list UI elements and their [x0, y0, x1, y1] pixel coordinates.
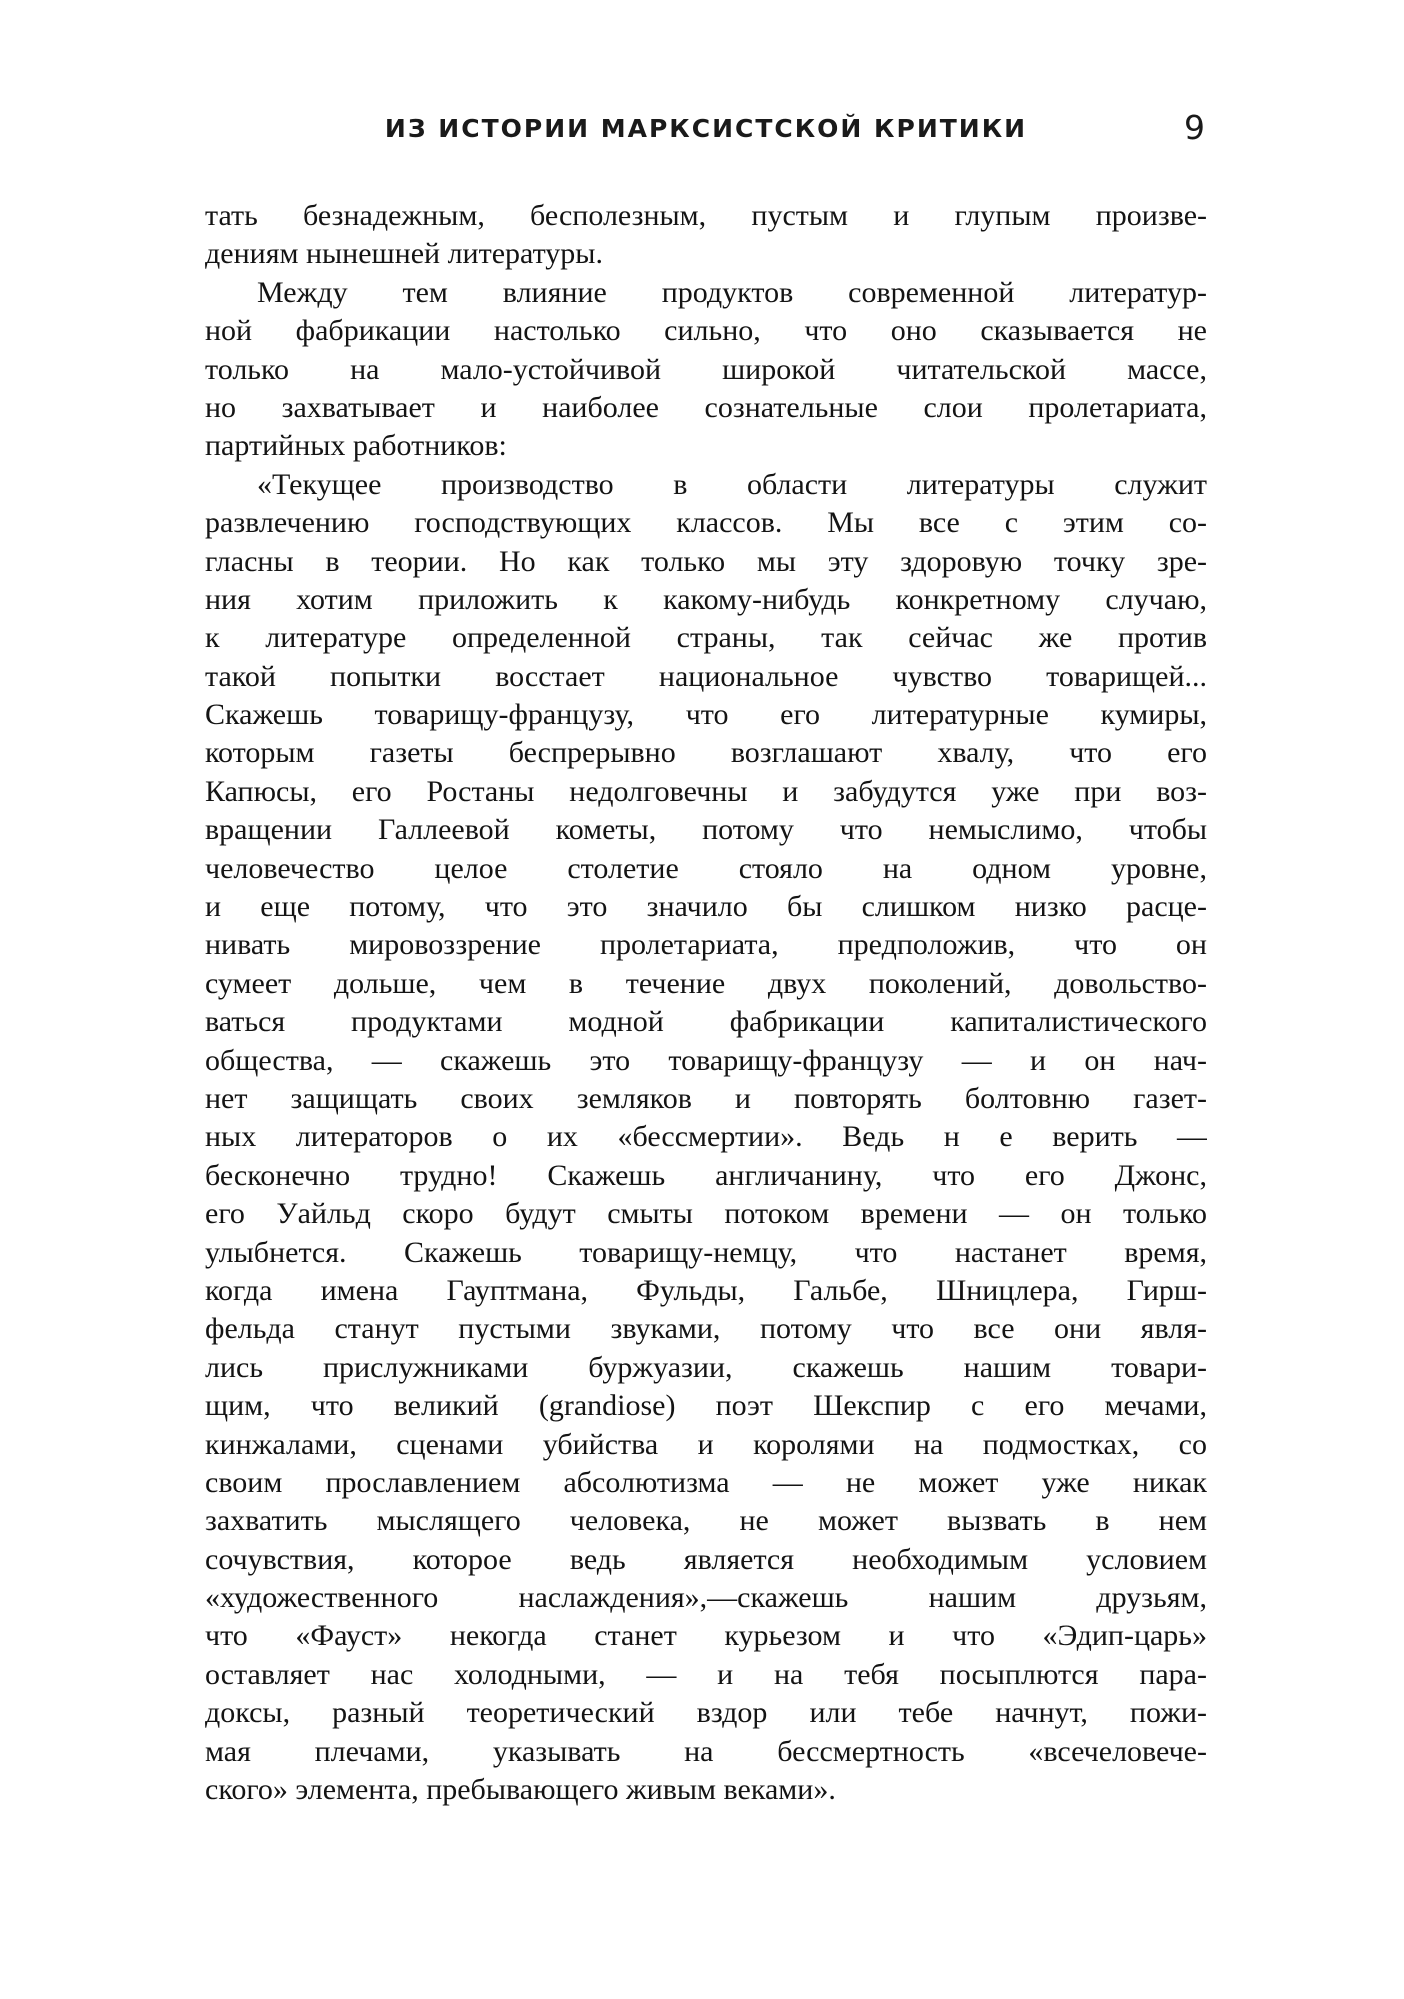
text-line: нивать мировоззрение пролетариата, предположив, что он: [205, 928, 1207, 962]
paragraph: [205, 274, 1207, 466]
text-line: гласны в теории. Но как только мы эту здоровую точку зре-: [205, 544, 1207, 578]
text-line: общества, — скажешь это товарищу-французу — и он нач-: [205, 1043, 1207, 1077]
text-line: «художественного наслаждения»,—скажешь нашим друзьям,: [205, 1581, 1207, 1615]
paragraph: [205, 466, 1207, 1810]
text-line: ной фабрикации настолько сильно, что оно сказывается не: [205, 314, 1207, 348]
text-line: мая плечами, указывать на бессмертность «всечеловече-: [205, 1734, 1207, 1768]
text-line: улыбнется. Скажешь товарищу-немцу, что настанет время,: [205, 1235, 1207, 1269]
text-line: такой попытки восстает национальное чувство товарищей...: [205, 659, 1207, 693]
body-text: [205, 197, 1207, 1809]
text-line: кинжалами, сценами убийства и королями на подмостках, со: [205, 1427, 1207, 1461]
text-line: доксы, разный теоретический вздор или тебе начнут, пожи-: [205, 1696, 1207, 1730]
text-line: к литературе определенной страны, так сейчас же против: [205, 621, 1207, 655]
text-line: Между тем влияние продуктов современной литератур-: [257, 275, 1207, 309]
text-line: что «Фауст» некогда станет курьезом и что «Эдип-царь»: [205, 1619, 1207, 1653]
text-line: когда имена Гауптмана, Фульды, Гальбе, Шницлера, Гирш-: [205, 1273, 1207, 1307]
text-line: только на мало-устойчивой широкой читательской массе,: [205, 352, 1207, 386]
text-line: дениям нынешней литературы.: [205, 237, 603, 271]
text-line: человечество целое столетие стояло на одном уровне,: [205, 851, 1207, 885]
text-line: своим прославлением абсолютизма — не может уже никак: [205, 1465, 1207, 1499]
text-line: Капюсы, его Ростаны недолговечны и забудутся уже при воз-: [205, 774, 1207, 808]
text-line: ского» элемента, пребывающего живым веками».: [205, 1773, 836, 1807]
text-line: сочувствия, которое ведь является необходимым условием: [205, 1542, 1207, 1576]
text-line: щим, что великий (grandiose) поэт Шекспир с его мечами,: [205, 1389, 1207, 1423]
text-line: и еще потому, что это значило бы слишком низко расце-: [205, 890, 1207, 924]
text-line: оставляет нас холодными, — и на тебя посыплются пара-: [205, 1657, 1207, 1691]
text-line: лись прислужниками буржуазии, скажешь нашим товари-: [205, 1350, 1207, 1384]
text-line: ных литераторов о их «бессмертии». Ведь н е верить —: [205, 1120, 1207, 1154]
text-line: тать безнадежным, бесполезным, пустым и глупым произве-: [205, 199, 1207, 232]
text-line: которым газеты беспрерывно возглашают хвалу, что его: [205, 736, 1207, 770]
text-line: захватить мыслящего человека, не может вызвать в нем: [205, 1504, 1207, 1538]
page-number: 9: [1184, 108, 1205, 147]
text-line: бесконечно трудно! Скажешь англичанину, что его Джонс,: [205, 1158, 1207, 1192]
text-line: но захватывает и наиболее сознательные слои пролетариата,: [205, 390, 1207, 424]
text-line: партийных работников:: [205, 429, 507, 463]
text-line: фельда станут пустыми звуками, потому что все они явля-: [205, 1312, 1207, 1346]
text-line: «Текущее производство в области литературы служит: [257, 467, 1207, 501]
text-line: его Уайльд скоро будут смыты потоком времени — он только: [205, 1197, 1207, 1231]
text-line: ния хотим приложить к какому-нибудь конкретному случаю,: [205, 582, 1207, 616]
text-line: Скажешь товарищу-французу, что его литературные кумиры,: [205, 698, 1207, 732]
text-line: сумеет дольше, чем в течение двух поколений, довольство-: [205, 966, 1207, 1000]
text-line: нет защищать своих земляков и повторять болтовню газет-: [205, 1081, 1207, 1115]
text-line: ваться продуктами модной фабрикации капиталистического: [205, 1005, 1207, 1039]
text-line: развлечению господствующих классов. Мы все с этим со-: [205, 506, 1207, 540]
paragraph: [205, 197, 1207, 274]
text-line: вращении Галлеевой кометы, потому что немыслимо, чтобы: [205, 813, 1207, 847]
page-header: [205, 108, 1207, 168]
running-head: ИЗ ИСТОРИИ МАРКСИСТСКОЙ КРИТИКИ: [384, 114, 1028, 143]
